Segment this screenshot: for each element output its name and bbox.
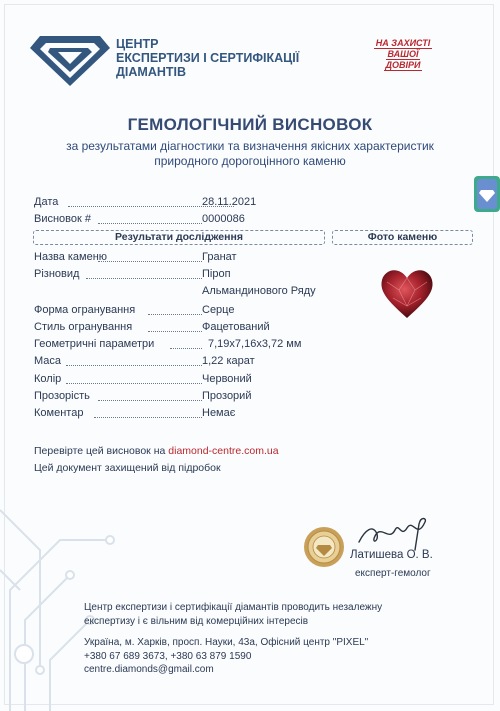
field-label: Стиль огранування [34, 321, 133, 333]
verify-prefix: Перевірте цей висновок на [34, 445, 166, 457]
field-row [34, 355, 255, 369]
document-title: ГЕМОЛОГІЧНИЙ ВИСНОВОК [127, 115, 373, 134]
protection-note: Цей документ захищений від підробок [34, 462, 221, 474]
company-logo-icon [30, 34, 110, 86]
subtitle-line-2: природного дорогоцінного каменю [154, 154, 346, 168]
field-value: Серце [202, 304, 235, 316]
field-value: Піроп [202, 268, 231, 280]
field-value: Червоний [202, 373, 252, 385]
side-hologram-icon [474, 176, 500, 212]
field-label: Назва каменю [34, 251, 108, 263]
leader-dots [170, 348, 202, 349]
photo-header: Фото каменю [332, 230, 473, 245]
report-number-value: 0000086 [202, 213, 245, 225]
note-line-1: Центр експертизи і сертифікації діамантів проводить незалежну [84, 602, 383, 613]
field-row [34, 373, 252, 387]
date-label: Дата [34, 196, 59, 208]
field-value: Гранат [202, 251, 237, 263]
field-value: 7,19x7,16x3,72 мм [208, 338, 302, 350]
field-label: Різновид [34, 268, 80, 280]
leader-dots [148, 331, 202, 332]
verify-text [34, 445, 279, 457]
phone-line: +380 67 689 3673, +380 63 879 1590 [84, 650, 252, 662]
leader-dots [148, 314, 202, 315]
slogan-stamp [360, 38, 446, 71]
note-line-2: експертизу і є вільним від комерційних інтересів [84, 616, 309, 627]
leader-dots [98, 261, 202, 262]
field-row [34, 268, 231, 282]
verify-link[interactable]: diamond-centre.com.ua [168, 445, 279, 457]
org-line-3: ДІАМАНТІВ [116, 65, 187, 79]
field-row [34, 321, 270, 335]
org-line-2: ЕКСПЕРТИЗИ І СЕРТИФІКАЦІЇ [116, 51, 300, 65]
date-value: 28.11.2021 [202, 196, 257, 208]
field-label: Коментар [34, 407, 84, 419]
org-line-1: ЦЕНТР [116, 37, 159, 51]
address-line: Україна, м. Харків, просп. Науки, 43а, Офісний центр "PIXEL" [84, 637, 369, 648]
field-value: Фацетований [202, 321, 270, 333]
slogan-line-1: НА ЗАХИСТІ [375, 38, 431, 48]
field-label: Маса [34, 355, 62, 367]
field-row [34, 390, 252, 404]
field-row [34, 251, 237, 265]
field-label: Форма огранування [34, 304, 136, 316]
slogan-line-2: ВАШОЇ [387, 49, 419, 59]
field-label: Геометричні параметри [34, 338, 155, 350]
field-label: Прозорість [34, 390, 90, 402]
field-value: Альмандинового Ряду [202, 285, 316, 297]
field-value: 1,22 карат [202, 355, 255, 367]
field-label: Колір [34, 373, 62, 385]
subtitle-line-1: за результатами діагностики та визначення якісних характеристик [66, 139, 434, 153]
handwritten-signature [355, 512, 435, 552]
date-row [34, 196, 257, 210]
gold-seal-icon [303, 526, 345, 568]
leader-dots [66, 365, 202, 366]
signer-role: експерт-гемолог [355, 568, 431, 579]
field-value: Немає [202, 407, 236, 419]
field-value: Прозорий [202, 390, 252, 402]
signer-name: Латишева О. В. [350, 549, 433, 561]
independence-note [84, 601, 382, 629]
field-row [34, 407, 236, 421]
leader-dots [98, 400, 202, 401]
organization-name [116, 37, 299, 79]
results-header: Результати дослідження [33, 230, 325, 245]
contact-address [84, 636, 368, 677]
gemstone-photo [379, 266, 435, 320]
leader-dots [94, 417, 202, 418]
document-subtitle [20, 139, 480, 169]
field-row [34, 338, 302, 352]
leader-dots [66, 383, 202, 384]
report-number-row [34, 213, 245, 227]
slogan-line-3: ДОВІРИ [385, 60, 421, 70]
email-line[interactable]: centre.diamonds@gmail.com [84, 664, 214, 675]
leader-dots [86, 278, 202, 279]
report-number-label: Висновок # [34, 213, 91, 225]
field-row [34, 304, 235, 318]
leader-dots [98, 223, 202, 224]
